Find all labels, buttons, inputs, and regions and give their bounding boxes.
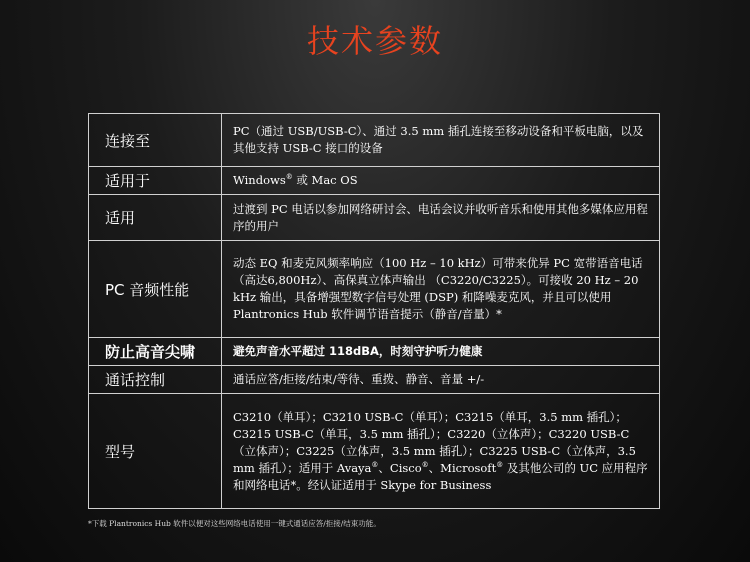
table-row: [89, 394, 660, 509]
row-label-protection: 防止高音尖啸: [89, 338, 222, 366]
registered-mark: ®: [371, 460, 379, 469]
table-row: [89, 167, 660, 195]
table-row: [89, 366, 660, 394]
row-label-suitable: 适用: [89, 195, 222, 241]
row-label-call-control: 通话控制: [89, 366, 222, 394]
os-windows: Windows: [233, 173, 286, 187]
registered-mark: ®: [285, 173, 293, 182]
table-row: [89, 241, 660, 338]
models-text-1: C3210（单耳）；C3210 USB-C（单耳）；C3215（单耳，3.5 mm 插孔）；C3215 USB-C（单耳，3.5 mm 插孔）；C3220（立体声）；C3220 USB-C（立体声）；C3225（立体声，3.5 mm 插孔）；C3225 USB-C（立体声，3.5 mm 插孔）；适用于 Avaya: [233, 409, 636, 475]
table-row: [89, 195, 660, 241]
page-title: 技术参数: [306, 22, 443, 60]
row-label-audio: PC 音频性能: [89, 241, 222, 338]
row-label-models: 型号: [89, 394, 222, 509]
row-value-audio: 动态 EQ 和麦克风频率响应（100 Hz – 10 kHz）可带来优异 PC 宽带语音电话（高达6,800Hz）、高保真立体声输出 （C3220/C3225）。可接收 20 Hz – 20 kHz 输出，具备增强型数字信号处理 (DSP) 和降噪麦克风，并且可以使用 Plantronics Hub 软件调节语音提示（静音/音量）*: [222, 241, 660, 338]
registered-mark: ®: [421, 460, 429, 469]
models-text-2: 、Cisco: [378, 460, 422, 475]
row-value-connect: PC（通过 USB/USB-C）、通过 3.5 mm 插孔连接至移动设备和平板电脑，以及其他支持 USB-C 接口的设备: [222, 114, 660, 167]
row-value-suitable: 过渡到 PC 电话以参加网络研讨会、电话会议并收听音乐和使用其他多媒体应用程序的用户: [222, 195, 660, 241]
models-text-3: 、Microsoft: [428, 460, 497, 475]
row-label-connect: 连接至: [89, 114, 222, 167]
table-row: [89, 114, 660, 167]
os-mac: 或 Mac OS: [292, 173, 358, 187]
row-value-protection: 避免声音水平超过 118dBA，时刻守护听力健康: [222, 338, 660, 366]
row-label-compatible: 适用于: [89, 167, 222, 195]
registered-mark: ®: [496, 460, 504, 469]
row-value-models: [222, 394, 660, 509]
row-value-call-control: 通话应答/拒接/结束/等待、重拨、静音、音量 +/-: [222, 366, 660, 394]
models-text-4: 及其他公司的 UC 应用程序和网络电话*。经认证适用于 Skype for Business: [233, 460, 648, 492]
row-value-compatible: [222, 167, 660, 195]
spec-table: [88, 113, 660, 509]
table-row: [89, 338, 660, 366]
footnote: *下载 Plantronics Hub 软件以便对这些网络电话使用一键式通话应答/拒接/结束功能。: [88, 519, 381, 528]
